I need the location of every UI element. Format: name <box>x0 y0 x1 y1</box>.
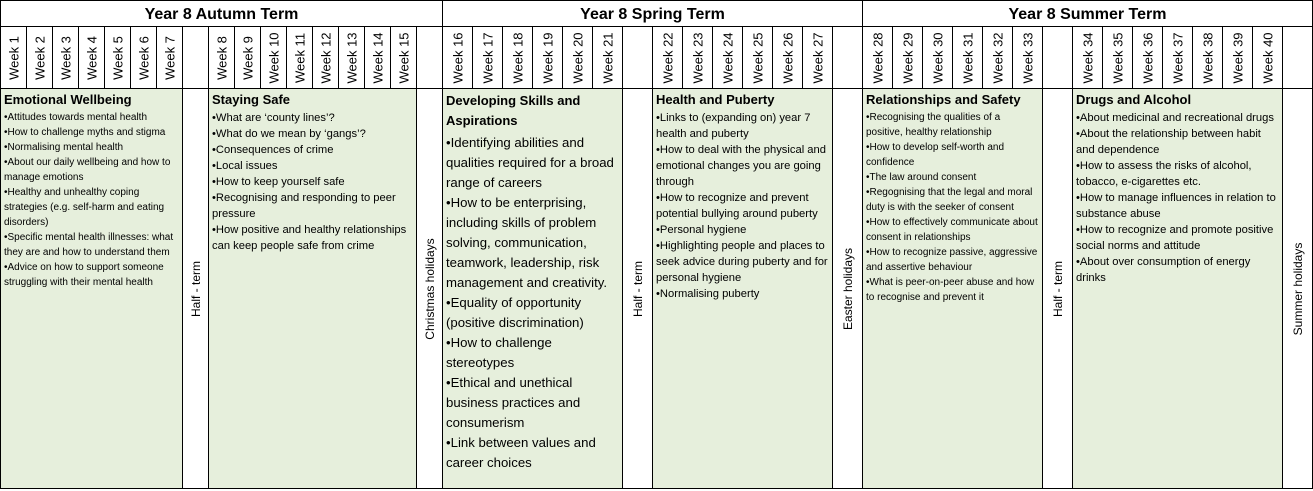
week-header: Week 28 <box>862 26 893 89</box>
unit-item: •How to effectively communicate about consent in relationships <box>866 217 1038 243</box>
half-term-break: Half - term <box>1042 88 1073 489</box>
unit-item: •Recognising and responding to peer pressure <box>212 192 396 220</box>
week-header: Week 36 <box>1132 26 1163 89</box>
unit-item: •Links to (expanding on) year 7 health and puberty <box>656 112 811 140</box>
week-header-blank <box>1042 26 1073 89</box>
week-header: Week 30 <box>922 26 953 89</box>
week-header: Week 38 <box>1192 26 1223 89</box>
unit-item: •Identifying abilities and qualities required for a broad range of careers <box>446 135 614 190</box>
week-header: Week 5 <box>104 26 131 89</box>
week-header: Week 32 <box>982 26 1013 89</box>
unit-title: Emotional Wellbeing <box>4 92 132 107</box>
unit-item: •What is peer-on-peer abuse and how to recognise and prevent it <box>866 277 1035 303</box>
unit-item: •The law around consent <box>866 172 977 183</box>
spring-term-header: Year 8 Spring Term <box>442 0 863 27</box>
unit-item: •Regognising that the legal and moral duty is with the seeker of consent <box>866 187 1033 213</box>
week-header: Week 4 <box>78 26 105 89</box>
unit-item: •How to challenge stereotypes <box>446 335 552 370</box>
week-header: Week 40 <box>1252 26 1283 89</box>
unit-title: Staying Safe <box>212 92 291 107</box>
week-header: Week 1 <box>0 26 27 89</box>
unit-item: •Local issues <box>212 160 278 172</box>
half-term-break: Half - term <box>622 88 653 489</box>
week-header-blank <box>832 26 863 89</box>
unit-title: Relationships and Safety <box>866 92 1021 107</box>
unit-drugs-alcohol <box>1072 88 1283 489</box>
week-header: Week 35 <box>1102 26 1133 89</box>
unit-item: •Normalising mental health <box>4 142 124 153</box>
unit-developing-skills <box>442 88 623 489</box>
week-header: Week 9 <box>234 26 261 89</box>
week-header-blank <box>622 26 653 89</box>
unit-item: •About the relationship between habit and dependence <box>1076 128 1261 156</box>
week-header: Week 31 <box>952 26 983 89</box>
unit-item: •About our daily wellbeing and how to manage emotions <box>4 157 171 183</box>
unit-emotional-wellbeing <box>0 88 183 489</box>
week-header-blank <box>416 26 443 89</box>
unit-item: •How to be enterprising, including skills of problem solving, communication, teamwork, leadership, risk management and creativity. <box>446 195 608 290</box>
unit-item: •How positive and healthy relationships can keep people safe from crime <box>212 224 407 252</box>
unit-item: •About over consumption of energy drinks <box>1076 256 1251 284</box>
week-header: Week 3 <box>52 26 79 89</box>
week-header: Week 15 <box>390 26 417 89</box>
unit-item: •Healthy and unhealthy coping strategies (e.g. self-harm and eating disorders) <box>4 187 165 228</box>
unit-item: •Recognising the qualities of a positive, healthy relationship <box>866 112 1001 138</box>
week-header: Week 14 <box>364 26 391 89</box>
week-header: Week 37 <box>1162 26 1193 89</box>
unit-item: •How to recognize passive, aggressive and assertive behaviour <box>866 247 1038 273</box>
week-header-blank <box>182 26 209 89</box>
unit-item: •How to manage influences in relation to substance abuse <box>1076 192 1276 220</box>
week-header: Week 39 <box>1222 26 1253 89</box>
week-header: Week 26 <box>772 26 803 89</box>
week-header-blank <box>1282 26 1313 89</box>
week-header: Week 29 <box>892 26 923 89</box>
unit-relationships-safety <box>862 88 1043 489</box>
unit-title: Developing Skills and Aspirations <box>446 93 581 128</box>
unit-item: •Specific mental health illnesses: what they are and how to understand them <box>4 232 174 258</box>
unit-item: •Ethical and unethical business practices and consumerism <box>446 375 581 430</box>
unit-item: •How to challenge myths and stigma <box>4 127 166 138</box>
week-header: Week 8 <box>208 26 235 89</box>
week-header: Week 27 <box>802 26 833 89</box>
week-header: Week 22 <box>652 26 683 89</box>
unit-item: •Personal hygiene <box>656 224 747 236</box>
summer-term-header: Year 8 Summer Term <box>862 0 1313 27</box>
week-header: Week 16 <box>442 26 473 89</box>
week-header: Week 6 <box>130 26 157 89</box>
week-header: Week 17 <box>472 26 503 89</box>
unit-item: •Normalising puberty <box>656 288 760 300</box>
unit-item: •How to assess the risks of alcohol, tobacco, e-cigarettes etc. <box>1076 160 1252 188</box>
unit-item: •Attitudes towards mental health <box>4 112 148 123</box>
week-header: Week 19 <box>532 26 563 89</box>
autumn-term-header: Year 8 Autumn Term <box>0 0 443 27</box>
unit-item: •What do we mean by ‘gangs’? <box>212 128 366 140</box>
week-header: Week 23 <box>682 26 713 89</box>
week-header: Week 10 <box>260 26 287 89</box>
week-header: Week 25 <box>742 26 773 89</box>
unit-item: •How to recognize and prevent potential bullying around puberty <box>656 192 818 220</box>
unit-item: •Highlighting people and places to seek advice during puberty and for personal hygiene <box>656 240 828 284</box>
summer-holidays-break: Summer holidays <box>1282 88 1313 489</box>
half-term-break: Half - term <box>182 88 209 489</box>
unit-staying-safe <box>208 88 417 489</box>
week-header: Week 18 <box>502 26 533 89</box>
unit-title: Health and Puberty <box>656 92 775 107</box>
unit-item: •About medicinal and recreational drugs <box>1076 112 1274 124</box>
unit-item: •How to deal with the physical and emotional changes you are going through <box>656 144 826 188</box>
unit-item: •How to develop self-worth and confidence <box>866 142 1005 168</box>
week-header: Week 11 <box>286 26 313 89</box>
week-header: Week 12 <box>312 26 339 89</box>
week-header: Week 2 <box>26 26 53 89</box>
week-header: Week 21 <box>592 26 623 89</box>
unit-health-puberty <box>652 88 833 489</box>
week-header: Week 13 <box>338 26 365 89</box>
week-header: Week 34 <box>1072 26 1103 89</box>
unit-item: •What are ‘county lines’? <box>212 112 335 124</box>
week-header: Week 33 <box>1012 26 1043 89</box>
unit-item: •Advice on how to support someone struggling with their mental health <box>4 262 164 288</box>
unit-item: •Equality of opportunity (positive discrimination) <box>446 295 584 330</box>
unit-item: •How to recognize and promote positive social norms and attitude <box>1076 224 1274 252</box>
christmas-holidays-break: Christmas holidays <box>416 88 443 489</box>
unit-item: •Link between values and career choices <box>446 435 596 470</box>
week-header: Week 20 <box>562 26 593 89</box>
unit-title: Drugs and Alcohol <box>1076 92 1192 107</box>
week-header: Week 24 <box>712 26 743 89</box>
unit-item: •How to keep yourself safe <box>212 176 345 188</box>
easter-holidays-break: Easter holidays <box>832 88 863 489</box>
unit-item: •Consequences of crime <box>212 144 334 156</box>
week-header: Week 7 <box>156 26 183 89</box>
